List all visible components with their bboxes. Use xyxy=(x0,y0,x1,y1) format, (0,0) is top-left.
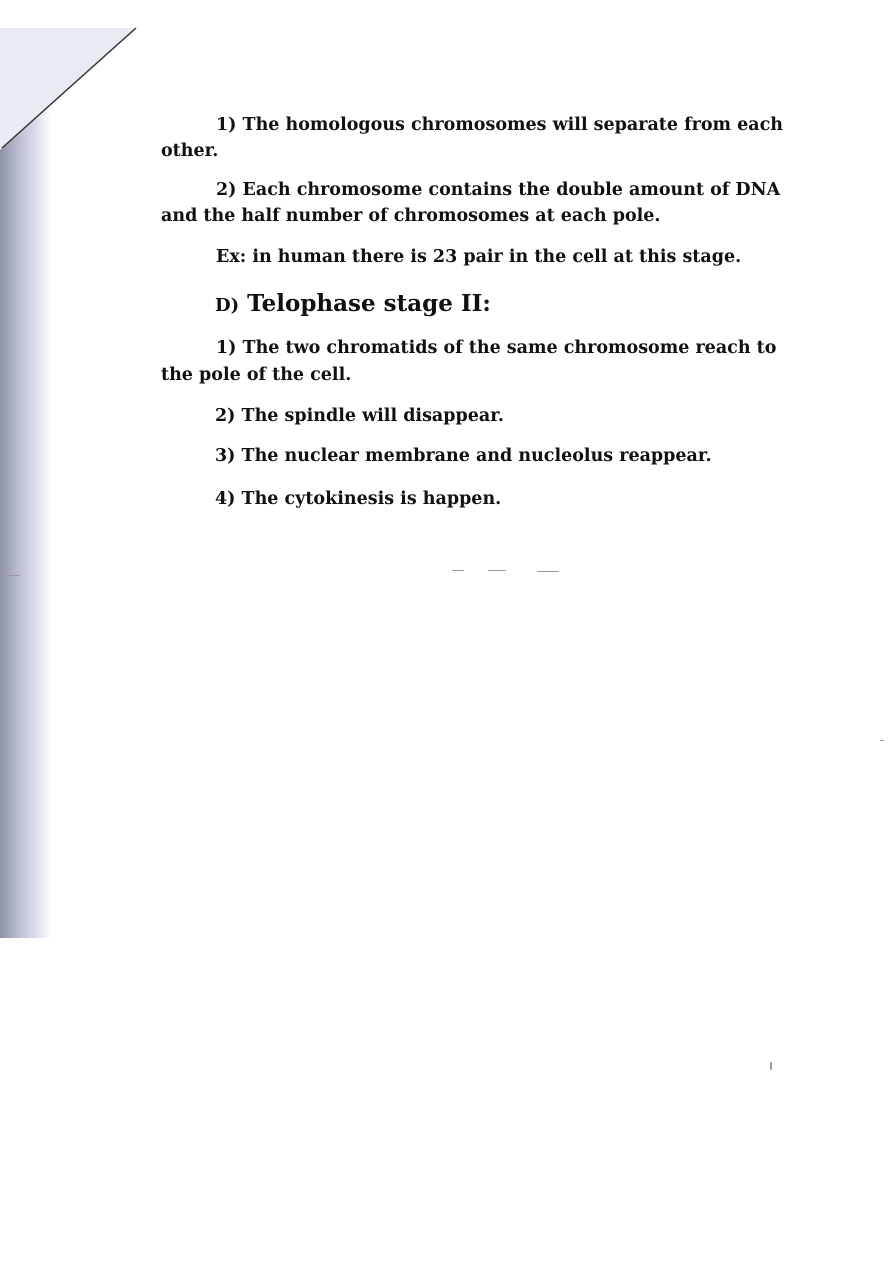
scan-speck xyxy=(880,740,884,741)
example-text: Ex: in human there is 23 pair in the cell at this stage. xyxy=(216,247,742,267)
point-c2-line2: and the half number of chromosomes at each pole. xyxy=(161,206,661,226)
scan-speck xyxy=(537,571,559,572)
point-c1-line1: 1) The homologous chromosomes will separate from each xyxy=(216,115,783,135)
point-d2: 2) The spindle will disappear. xyxy=(215,406,504,426)
point-d1-line1: 1) The two chromatids of the same chromosome reach to xyxy=(216,338,777,358)
scan-speck xyxy=(6,575,20,576)
section-d-title: Telophase stage II: xyxy=(247,290,491,317)
point-d1-line2: the pole of the cell. xyxy=(161,365,352,385)
scan-speck xyxy=(488,570,506,571)
section-d-letter: D) xyxy=(215,295,240,316)
point-c1-line2: other. xyxy=(161,141,219,161)
point-d3: 3) The nuclear membrane and nucleolus reappear. xyxy=(215,446,712,466)
scan-speck xyxy=(452,570,464,571)
section-d-heading xyxy=(215,289,491,321)
scan-speck xyxy=(770,1062,772,1070)
point-d4: 4) The cytokinesis is happen. xyxy=(215,489,502,509)
point-c2-line1: 2) Each chromosome contains the double amount of DNA xyxy=(216,180,781,200)
